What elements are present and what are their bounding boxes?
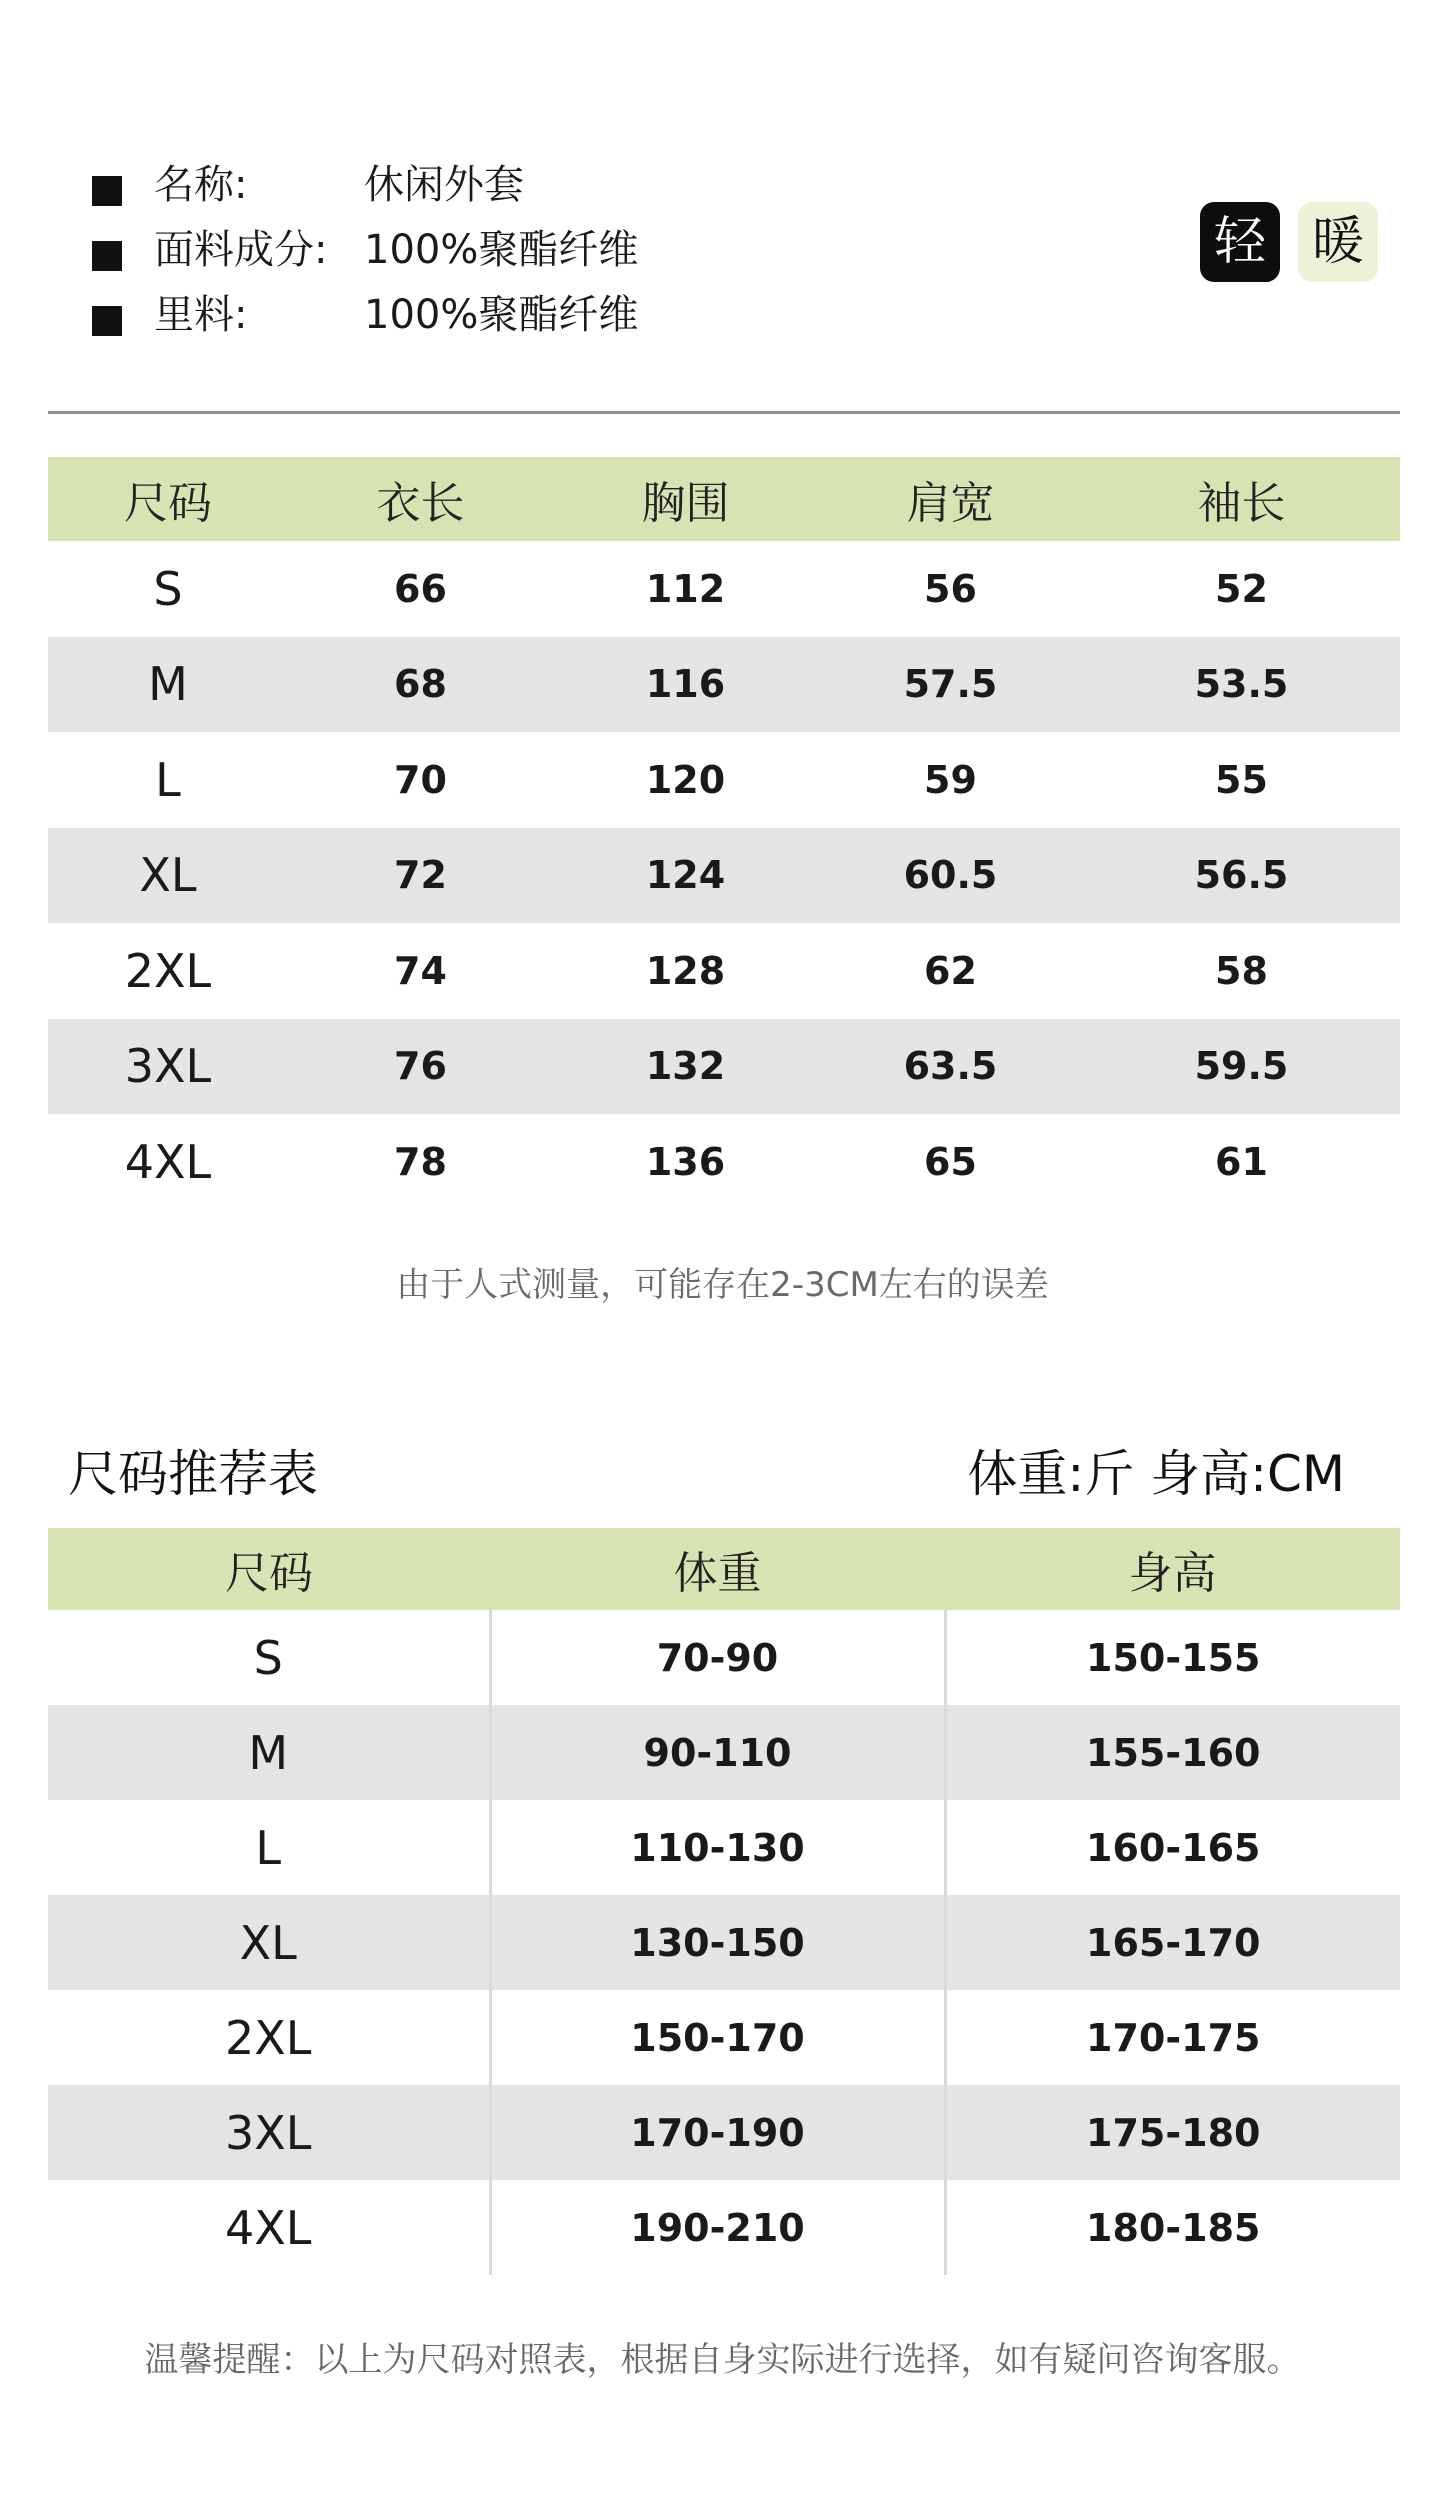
info-value: 100%聚酯纤维 xyxy=(364,227,639,273)
chest-cell: 120 xyxy=(645,757,726,802)
weight-cell: 70-90 xyxy=(490,1610,945,1705)
column-header: 衣长 xyxy=(376,478,465,529)
length-cell: 74 xyxy=(394,948,447,993)
sleeve-cell: 56.5 xyxy=(1194,853,1289,898)
size-recommend-table xyxy=(48,1528,1400,2275)
weight-cell: 110-130 xyxy=(490,1800,945,1895)
shoulder-cell: 62 xyxy=(924,948,977,993)
table-header-row xyxy=(48,457,1400,541)
light-badge: 轻 xyxy=(1200,202,1280,282)
sleeve-cell: 58 xyxy=(1215,948,1268,993)
size-cell: S xyxy=(253,1630,283,1685)
shoulder-cell: 57.5 xyxy=(903,662,998,707)
info-value: 休闲外套 xyxy=(364,162,524,208)
size-cell: 4XL xyxy=(225,2200,312,2255)
weight-cell: 190-210 xyxy=(490,2180,945,2275)
size-cell: 2XL xyxy=(124,943,212,998)
weight-cell: 130-150 xyxy=(490,1895,945,1990)
chest-cell: 136 xyxy=(645,1139,726,1184)
size-cell: L xyxy=(155,752,181,807)
sleeve-cell: 53.5 xyxy=(1194,662,1289,707)
column-header: 尺码 xyxy=(225,1548,313,1599)
height-cell: 170-175 xyxy=(945,1990,1400,2085)
height-cell: 165-170 xyxy=(945,1895,1400,1990)
sleeve-cell: 59.5 xyxy=(1194,1044,1289,1089)
table-row xyxy=(48,923,1400,1019)
info-label: 名称: xyxy=(154,162,248,208)
sleeve-cell: 61 xyxy=(1215,1139,1268,1184)
table-header-row xyxy=(48,1528,1400,1610)
recommend-title: 尺码推荐表 xyxy=(68,1445,318,1503)
height-cell: 160-165 xyxy=(945,1800,1400,1895)
sleeve-cell: 55 xyxy=(1215,757,1268,802)
table-row xyxy=(48,1610,1400,1705)
info-value: 100%聚酯纤维 xyxy=(364,292,639,338)
chest-cell: 128 xyxy=(645,948,726,993)
column-header: 胸围 xyxy=(641,478,730,529)
recommend-units: 体重:斤 身高:CM xyxy=(967,1445,1345,1503)
size-cell: S xyxy=(153,561,183,616)
length-cell: 76 xyxy=(394,1044,447,1089)
table-row xyxy=(48,1800,1400,1895)
chest-cell: 132 xyxy=(645,1044,726,1089)
table-row xyxy=(48,828,1400,924)
table-row xyxy=(48,1990,1400,2085)
info-row-lining xyxy=(92,290,792,340)
column-header: 肩宽 xyxy=(906,478,995,529)
height-cell: 175-180 xyxy=(945,2085,1400,2180)
column-header: 体重 xyxy=(673,1548,762,1599)
weight-cell: 150-170 xyxy=(490,1990,945,2085)
size-cell: XL xyxy=(239,1915,297,1970)
length-cell: 78 xyxy=(394,1139,447,1184)
info-label: 面料成分: xyxy=(154,227,328,273)
height-cell: 150-155 xyxy=(945,1610,1400,1705)
shoulder-cell: 63.5 xyxy=(903,1044,998,1089)
table-row xyxy=(48,2180,1400,2275)
shoulder-cell: 65 xyxy=(924,1139,977,1184)
table-row xyxy=(48,637,1400,733)
length-cell: 70 xyxy=(394,757,447,802)
size-cell: 3XL xyxy=(225,2105,312,2160)
shoulder-cell: 59 xyxy=(924,757,977,802)
size-cell: L xyxy=(255,1820,282,1875)
column-header: 尺码 xyxy=(124,478,212,529)
table-row xyxy=(48,541,1400,637)
chest-cell: 116 xyxy=(645,662,726,707)
bullet-icon xyxy=(92,241,122,271)
weight-cell: 170-190 xyxy=(490,2085,945,2180)
column-header: 身高 xyxy=(1128,1548,1217,1599)
warm-badge: 暖 xyxy=(1298,202,1378,282)
size-cell: M xyxy=(248,1725,289,1780)
measurement-note: 由于人式测量，可能存在2-3CM左右的误差 xyxy=(396,1265,1049,1305)
table-row xyxy=(48,732,1400,828)
info-row-fabric xyxy=(92,225,792,275)
size-cell: XL xyxy=(139,848,197,903)
column-header: 袖长 xyxy=(1197,478,1286,529)
bullet-icon xyxy=(92,176,122,206)
weight-cell: 90-110 xyxy=(490,1705,945,1800)
size-cell: 3XL xyxy=(124,1039,212,1094)
length-cell: 66 xyxy=(394,566,447,611)
shoulder-cell: 56 xyxy=(924,566,977,611)
info-label: 里料: xyxy=(154,292,248,338)
size-cell: 2XL xyxy=(225,2010,312,2065)
sleeve-cell: 52 xyxy=(1215,566,1268,611)
height-cell: 155-160 xyxy=(945,1705,1400,1800)
reminder-note: 温馨提醒：以上为尺码对照表，根据自身实际进行选择，如有疑问咨询客服。 xyxy=(144,2340,1301,2380)
size-cell: 4XL xyxy=(124,1134,212,1189)
section-divider xyxy=(48,411,1400,414)
chest-cell: 124 xyxy=(645,853,726,898)
table-row xyxy=(48,1705,1400,1800)
table-row xyxy=(48,2085,1400,2180)
length-cell: 68 xyxy=(394,662,447,707)
table-row xyxy=(48,1895,1400,1990)
size-chart-table xyxy=(48,457,1400,1210)
table-row xyxy=(48,1114,1400,1210)
bullet-icon xyxy=(92,306,122,336)
chest-cell: 112 xyxy=(645,566,726,611)
table-row xyxy=(48,1019,1400,1115)
length-cell: 72 xyxy=(394,853,447,898)
height-cell: 180-185 xyxy=(945,2180,1400,2275)
shoulder-cell: 60.5 xyxy=(903,853,998,898)
size-cell: M xyxy=(148,657,188,712)
info-row-name xyxy=(92,160,792,210)
